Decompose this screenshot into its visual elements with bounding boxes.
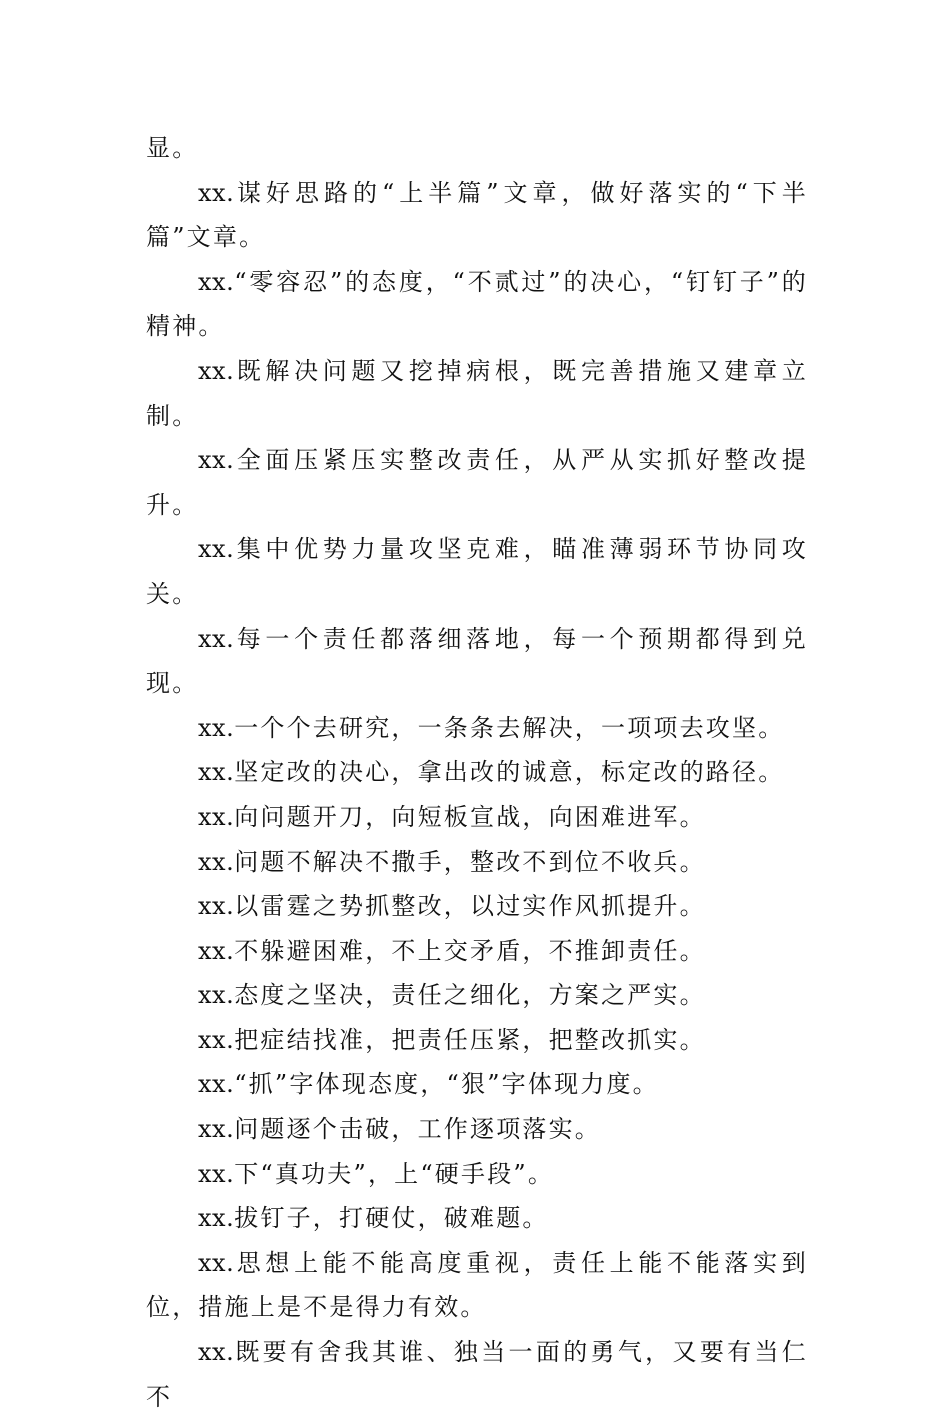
item-number: xx. <box>198 446 235 475</box>
paragraph-text: 一个个去研究，一条条去解决，一项项去攻坚。 <box>234 713 785 742</box>
item-number: xx. <box>198 356 235 385</box>
item-number: xx. <box>198 1248 235 1277</box>
item-number: xx. <box>198 178 235 207</box>
paragraph <box>146 349 808 438</box>
paragraph-text: 态度之坚决，责任之细化，方案之严实。 <box>234 981 706 1010</box>
item-number: xx. <box>198 1204 235 1233</box>
item-number: xx. <box>198 713 235 742</box>
paragraph-text: 谋好思路的“上半篇”文章，做好落实的“下半篇”文章。 <box>146 178 808 252</box>
paragraph <box>146 929 808 974</box>
paragraph <box>146 1241 808 1330</box>
item-number: xx. <box>198 847 235 876</box>
paragraph-text: 思想上能不能高度重视，责任上能不能落实到位，措施上是不是得力有效。 <box>146 1248 808 1322</box>
item-number: xx. <box>198 624 235 653</box>
item-number: xx. <box>198 802 235 831</box>
paragraph-text: 坚定改的决心，拿出改的诚意，标定改的路径。 <box>234 758 785 787</box>
paragraph <box>146 1330 808 1419</box>
paragraph <box>146 973 808 1018</box>
paragraph-text: 下“真功夫”，上“硬手段”。 <box>234 1159 555 1188</box>
paragraph <box>146 438 808 527</box>
paragraph <box>146 617 808 706</box>
paragraph <box>146 1152 808 1197</box>
paragraph-text: “抓”字体现态度，“狠”字体现力度。 <box>234 1070 659 1099</box>
paragraph <box>146 750 808 795</box>
paragraph-text: 问题不解决不撒手，整改不到位不收兵。 <box>234 847 706 876</box>
paragraph-text: 向问题开刀，向短板宣战，向困难进军。 <box>234 802 706 831</box>
paragraph <box>146 884 808 929</box>
item-number: xx. <box>198 1115 235 1144</box>
paragraph-text: 全面压紧压实整改责任，从严从实抓好整改提升。 <box>146 446 808 519</box>
item-number: xx. <box>198 1159 235 1188</box>
paragraph-text: 以雷霆之势抓整改，以过实作风抓提升。 <box>234 892 706 921</box>
paragraph <box>146 527 808 616</box>
document-body <box>146 126 808 1419</box>
paragraph-text: 拔钉子，打硬仗，破难题。 <box>234 1204 549 1233</box>
paragraph-text: “零容忍”的态度，“不贰过”的决心，“钉钉子”的精神。 <box>146 267 808 341</box>
item-number: xx. <box>198 1025 235 1054</box>
item-number: xx. <box>198 535 235 564</box>
paragraph-text: 集中优势力量攻坚克难，瞄准薄弱环节协同攻关。 <box>146 535 808 608</box>
item-number: xx. <box>198 936 235 965</box>
item-number: xx. <box>198 892 235 921</box>
paragraph <box>146 795 808 840</box>
item-number: xx. <box>198 1070 235 1099</box>
paragraph <box>146 1107 808 1152</box>
item-number: xx. <box>198 981 235 1010</box>
paragraph-text: 显。 <box>146 134 199 162</box>
item-number: xx. <box>198 758 235 787</box>
paragraph <box>146 126 808 171</box>
item-number: xx. <box>198 267 235 296</box>
paragraph <box>146 840 808 885</box>
paragraph-text: 不躲避困难，不上交矛盾，不推卸责任。 <box>234 936 706 965</box>
paragraph <box>146 1018 808 1063</box>
paragraph <box>146 260 808 349</box>
paragraph <box>146 1196 808 1241</box>
paragraph-text: 问题逐个击破，工作逐项落实。 <box>234 1115 602 1144</box>
paragraph <box>146 706 808 751</box>
paragraph <box>146 171 808 260</box>
paragraph <box>146 1062 808 1107</box>
item-number: xx. <box>198 1338 235 1367</box>
paragraph-text: 既要有舍我其谁、独当一面的勇气，又要有当仁不 <box>146 1338 808 1411</box>
paragraph-text: 既解决问题又挖掉病根，既完善措施又建章立制。 <box>146 356 808 430</box>
paragraph-text: 每一个责任都落细落地，每一个预期都得到兑现。 <box>146 624 808 698</box>
paragraph-text: 把症结找准，把责任压紧，把整改抓实。 <box>234 1025 706 1054</box>
